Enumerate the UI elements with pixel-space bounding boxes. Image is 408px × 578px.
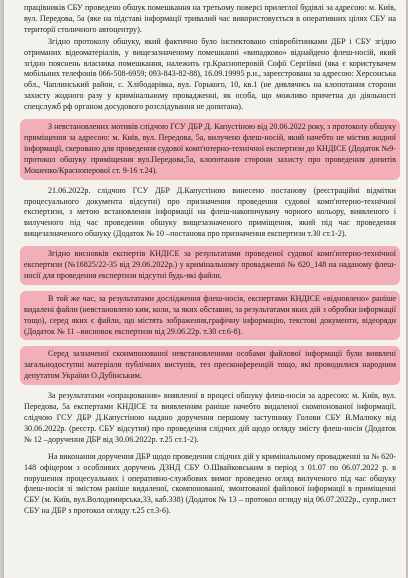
paragraph-assignment: За результатами «опрацювання» виявленої в процесі обшуку флеш-носія за адресою: м. Київ, вул. Передова, 5а експертами КНДІСЕ та виявленням раніше начебто видаленої скомпонованої інформації, слідчою ГСУ ДБР Д.Капустіною надано доручення першому заступнику Голови СБУ В.Малюку від 30.06.2022р. (реєстр. СБУ відсутня) про проведення слідчих дій щодо огляду змісту флеш-носія (Додаток № 12 –доручення ДБР від 30.06.2022р. т.25 ст.1-2). bbox=[24, 391, 396, 444]
paragraph-highlighted-expertise: З невстановлених мотивів слідчою ГСУ ДБР Д. Капустіною від 20.06.2022 року, з протоколу обшуку приміщення за адресою: м. Київ, вул. Передова, 5а, вилучено флеш-носій, який начебто не містив жодної інформації, скеровано для проведення судової комп'ютерно-технічної експертизи до КНДІСЕ (Додаток №9- протокол обшуку приміщення вул.Передова,5а, клопотання сторони захисту про проведення допитів Мошенко/Красноперової ст. 9-16 т.24). bbox=[20, 119, 400, 180]
paragraph-resolution: 21.06.2022р. слідчою ГСУ ДБР Д.Капустіною винесено постанову (реєстраційні відмітки процесуального документа відсутні) про призначення проведення судової комп'ютерно-технічної експертизи, з метою встановлення інформації на флеш-накопичувачу чорного кольору, виявленого і вилученого під час проведення обшуку вищезазначеного приміщення, який під час проведення вищезазначеного обшуку (Додаток № 10 –постанова про призначення експертизи т.30 ст.1-2). bbox=[24, 185, 396, 239]
paragraph-search-protocol: Згідно протоколу обшуку, який фактично було інспектовано співробітниками ДБР і СБУ згідно отриманих відеоматеріалів, у вищезазначеному помешканні «випадково» віднайдено флеш-носій, який згідно пояснень власника помешкання, належить гр.Красноперовій Софії Сергіївні (яка є користувачем мобільних телефонів 066-508-6959; 093-843-82-88), 16.09.19995 р.н., зареєстрована за адресою: Херсонська обл., Чаплинський район, с. Хлібодарівка, вул. Горького, 10, кв.1 (не дивлячись на клопотання сторони захисту жодного разу у кримінальному провадженні, як особа, що можливо причетна до діяльності спецслужб рф органом досудового розслідування не допитана). bbox=[24, 36, 396, 112]
document-page bbox=[4, 0, 406, 578]
paragraph-execution: На виконання доручення ДБР щодо проведення слідчих дій у кримінальному провадженні за № 620-148 офіцером з особливих доручень ДЗНД СБУ О.Швайковським в період з 01.07 по 06.07.2022 р. в порушення процесуальних і оперативно-службових вимог проведено огляд вилученого під час обшуку флеш-носія зі змістом раніше видаленої, скомпонованої, змонтованої файлової інформації в приміщенні СБУ (м. Київ, вул.Володимирська,33, каб.338) (Додаток № 13 – протокол огляду від 06.07.2022р., супр.лист СБУ на ДБР з протокол огляду т.25 ст.3-6). bbox=[24, 451, 396, 516]
paragraph-intro: працівників СБУ проведено обшук помешкання на третьому поверсі прилеглої будівлі за адресою: м. Київ, вул. Передова, 5а (яке на підставі інформації тривалий час використовується в оперативних цілях СБУ на території столичного автоцентру). bbox=[24, 3, 396, 34]
paragraph-highlighted-public-materials: Серед зазначеної сконмпонованої невстановленими особами файлової інформації були виявлені загальнодоступні матеріали публічних виступів, тез пресконференцій тощо, які проводилися народним депутатом України О.Дубінським. bbox=[20, 346, 400, 385]
document-body bbox=[24, 3, 396, 518]
paragraph-highlighted-conclusions: Згідно висновків експертів КНДІСЕ за результатами проведеної судової комп'ютерно-технічної експертизи (№16825/22-35 від 29.06.2022р.) у кримінальному провадженні № 620_148 на наданому флеш-носії для проведення експертизи відсутні будь-які файли. bbox=[20, 246, 400, 285]
paragraph-highlighted-recovered-files: В той же час, за результатами дослідження флеш-носія, експертами КНДІСЕ «відновлено» раніше видалені файли (невстановлено ким, коли, за яких обставин, за результатами яких дій з обробки інформації тощо), серед яких є файли, що містять зображення,графічну інформацію, текстові документи, відеоряди (Додаток № 11 –висновок експертизи від 29.06.22р. т.30 ст.6-8). bbox=[20, 291, 400, 341]
